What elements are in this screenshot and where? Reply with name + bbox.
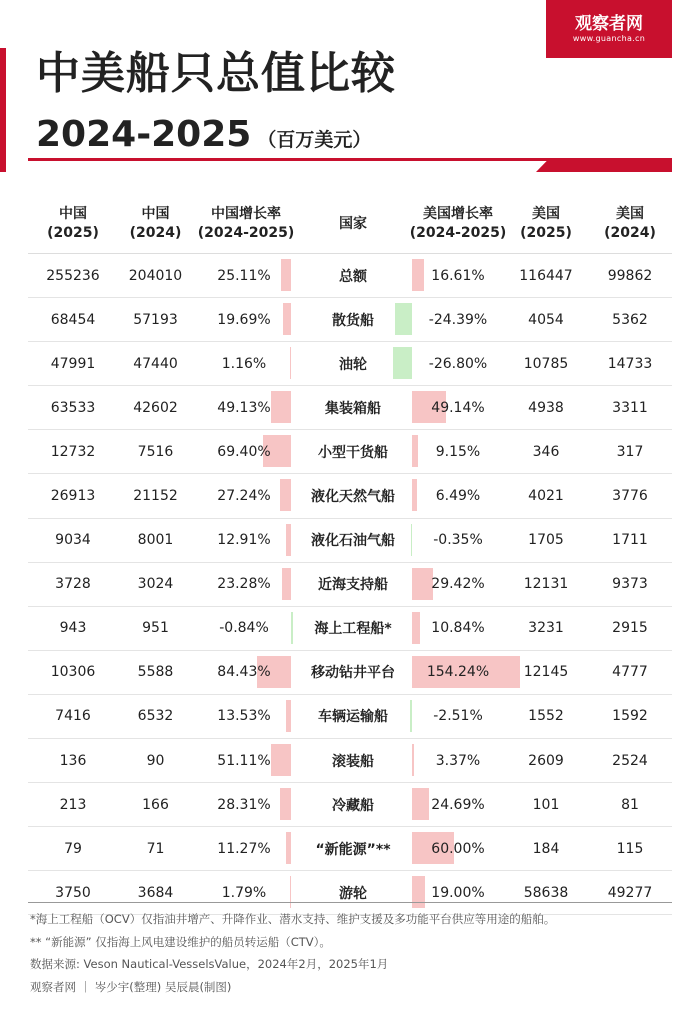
cell-country: 总额 — [339, 268, 367, 285]
title-divider-wedge — [536, 158, 672, 172]
us-growth-bar — [410, 700, 412, 732]
cell-cn2025: 3728 — [55, 576, 91, 593]
header-us2025-line1: 美国 — [532, 206, 560, 222]
header-cn2024 — [113, 195, 198, 253]
cell-us2024: 5362 — [612, 311, 648, 328]
cell-country: 集装箱船 — [325, 400, 381, 417]
cell-cn2025: 136 — [59, 752, 87, 769]
cell-cn2024: 21152 — [133, 487, 178, 504]
cell-cn-growth: 1.16% — [221, 355, 267, 372]
cell-us-growth: 19.00% — [431, 884, 485, 901]
cell-us2024: 2524 — [612, 752, 648, 769]
cell-country: 液化天然气船 — [311, 488, 395, 505]
cell-us2025: 101 — [532, 796, 560, 813]
cell-us-growth: -2.51% — [433, 708, 483, 725]
table-body — [28, 254, 672, 915]
table-row — [28, 651, 672, 695]
footnote-ocv: *海上工程船（OCV）仅指油井增产、升降作业、潜水支持、维护支援及多功能平台供应等用途的船舶。 — [30, 912, 556, 926]
header-cn2025-line1: 中国 — [59, 206, 87, 222]
cell-cn2024: 42602 — [133, 399, 178, 416]
header-us-growth — [408, 195, 508, 253]
table-row — [28, 519, 672, 563]
cell-us2024: 3311 — [612, 399, 648, 416]
table-row — [28, 827, 672, 871]
cell-cn2025: 79 — [64, 840, 82, 857]
cell-cn2024: 166 — [142, 796, 169, 813]
table-row — [28, 695, 672, 739]
cell-cn2024: 6532 — [137, 708, 174, 725]
cell-country: 近海支持船 — [318, 577, 388, 594]
cell-cn-growth: 23.28% — [217, 576, 271, 593]
cn-growth-bar — [291, 612, 293, 644]
cell-us2024: 1592 — [612, 708, 648, 725]
cell-cn2024: 951 — [142, 620, 169, 637]
cn-growth-bar — [290, 876, 292, 908]
us-growth-bar — [411, 524, 413, 556]
cell-cn-growth: 12.91% — [217, 532, 271, 549]
cell-cn-growth: 11.27% — [217, 840, 271, 857]
cell-us2025: 3231 — [528, 620, 564, 637]
header-us2025-line2: (2025) — [520, 225, 572, 241]
cn-growth-bar — [290, 347, 292, 379]
cell-us2025: 4054 — [528, 311, 564, 328]
cell-us2025: 184 — [532, 840, 560, 857]
data-source: 数据来源: Veson Nautical-VesselsValue，2024年2月，2025年1月 — [30, 957, 389, 971]
cell-cn-growth: 49.13% — [217, 399, 271, 416]
cell-us2024: 99862 — [607, 267, 653, 284]
cell-cn2024: 57193 — [133, 311, 178, 328]
cell-us2024: 4777 — [612, 664, 648, 681]
cell-cn-growth: 19.69% — [217, 311, 271, 328]
cell-us2024: 2915 — [612, 620, 648, 637]
cell-cn2025: 943 — [59, 620, 87, 637]
cell-cn2025: 26913 — [50, 487, 96, 504]
cell-country: 移动钻井平台 — [311, 665, 395, 682]
cell-cn2025: 213 — [59, 796, 87, 813]
header-country — [294, 195, 412, 253]
cell-us2024: 81 — [621, 796, 639, 813]
cell-country: 散货船 — [332, 312, 374, 329]
header-us-growth-line1: 美国增长率 — [423, 206, 493, 222]
cell-cn2024: 8001 — [137, 532, 174, 549]
us-growth-bar — [412, 744, 414, 776]
cell-country: 油轮 — [339, 356, 367, 373]
cell-cn2024: 3684 — [137, 884, 174, 901]
cn-growth-bar — [286, 832, 291, 864]
subtitle-years: 2024-2025 — [36, 114, 252, 155]
cell-country: 冷藏船 — [332, 797, 374, 814]
cell-cn2025: 47991 — [50, 355, 96, 372]
footnotes — [30, 908, 555, 998]
cell-cn2024: 90 — [146, 752, 165, 769]
cell-cn2024: 47440 — [133, 355, 178, 372]
cell-us2025: 10785 — [523, 355, 569, 372]
cell-country: 小型干货船 — [318, 444, 388, 461]
header-cn-growth-line1: 中国增长率 — [211, 206, 281, 222]
cell-cn2024: 7516 — [137, 443, 174, 460]
cell-cn2025: 9034 — [55, 532, 91, 549]
cell-country: 液化石油气船 — [311, 533, 395, 550]
cell-us2025: 58638 — [523, 884, 569, 901]
table-header — [28, 195, 672, 254]
cell-cn-growth: 69.40% — [217, 443, 271, 460]
cell-us2025: 2609 — [528, 752, 564, 769]
cell-cn-growth: -0.84% — [219, 620, 269, 637]
table-row — [28, 386, 672, 430]
cell-us2025: 12131 — [523, 576, 569, 593]
cell-country: 海上工程船* — [314, 621, 392, 638]
cell-cn2025: 3750 — [55, 884, 91, 901]
table-row — [28, 607, 672, 651]
accent-bar-left — [0, 48, 6, 172]
cell-country: 滚装船 — [332, 753, 374, 770]
comparison-table — [28, 195, 672, 915]
cell-us2024: 14733 — [607, 355, 653, 372]
cell-cn-growth: 27.24% — [217, 487, 271, 504]
cell-us-growth: 24.69% — [431, 796, 485, 813]
header-cn2025-line2: (2025) — [47, 225, 99, 241]
cell-us-growth: 6.49% — [435, 487, 481, 504]
us-growth-bar — [393, 347, 412, 379]
cell-us2024: 9373 — [612, 576, 648, 593]
header-cn-growth — [196, 195, 296, 253]
logo-name: 观察者网 — [575, 14, 643, 34]
page-subtitle — [36, 112, 371, 164]
header-cn-growth-line2: (2024-2025) — [197, 225, 295, 241]
table-row — [28, 739, 672, 783]
cell-us2024: 3776 — [612, 487, 648, 504]
table-row — [28, 563, 672, 607]
cell-us2024: 49277 — [607, 884, 653, 901]
cell-us-growth: 60.00% — [431, 840, 485, 857]
cell-us-growth: 3.37% — [435, 752, 481, 769]
cell-cn2025: 7416 — [55, 708, 91, 725]
cell-us2024: 115 — [616, 840, 644, 857]
page-title: 中美船只总值比较 — [36, 48, 396, 99]
footer-divider — [28, 902, 672, 903]
cell-country: “新能源”** — [315, 841, 391, 858]
footnote-new-energy: ** “新能源” 仅指海上风电建设维护的船员转运船（CTV）。 — [30, 934, 331, 949]
logo-url: www.guancha.cn — [572, 34, 646, 43]
header-us2024-line1: 美国 — [616, 206, 644, 222]
cell-cn-growth: 25.11% — [217, 267, 271, 284]
table-row — [28, 430, 672, 474]
cell-us-growth: -26.80% — [428, 355, 488, 372]
cell-us2025: 346 — [532, 443, 560, 460]
cn-growth-bar — [286, 524, 291, 556]
cell-country: 车辆运输船 — [318, 709, 388, 726]
cell-us2024: 1711 — [612, 532, 648, 549]
cell-us-growth: 10.84% — [431, 620, 485, 637]
cell-us2025: 116447 — [519, 267, 573, 284]
cell-us-growth: 29.42% — [431, 576, 485, 593]
cell-us2025: 12145 — [523, 664, 569, 681]
table-row — [28, 342, 672, 386]
table-row — [28, 783, 672, 827]
cell-cn2025: 63533 — [50, 399, 96, 416]
cell-us2025: 1552 — [528, 708, 564, 725]
cell-us-growth: -0.35% — [433, 532, 483, 549]
credits: 观察者网 ｜ 岑少宇(整理) 吴辰晨(制图) — [30, 979, 232, 994]
table-row — [28, 298, 672, 342]
cell-us2025: 4021 — [528, 487, 564, 504]
cell-cn-growth: 84.43% — [217, 664, 271, 681]
cell-cn2025: 12732 — [50, 443, 96, 460]
us-growth-bar — [395, 303, 412, 335]
cell-us2025: 4938 — [528, 399, 564, 416]
cell-us2024: 317 — [616, 443, 644, 460]
us-growth-bar — [412, 479, 417, 511]
cell-cn2024: 204010 — [128, 267, 183, 284]
cell-us-growth: 9.15% — [435, 443, 481, 460]
cn-growth-bar — [283, 303, 291, 335]
header-us2024 — [588, 195, 672, 253]
cell-cn2025: 255236 — [46, 267, 100, 284]
cell-us-growth: -24.39% — [428, 311, 488, 328]
cell-cn-growth: 13.53% — [217, 708, 271, 725]
guancha-logo — [546, 0, 672, 58]
cn-growth-bar — [286, 700, 291, 732]
header-cn2024-line2: (2024) — [129, 225, 182, 241]
cell-cn-growth: 51.11% — [217, 752, 271, 769]
subtitle-unit: （百万美元） — [257, 129, 372, 151]
cell-us-growth: 49.14% — [431, 399, 485, 416]
header-country-label: 国家 — [339, 215, 367, 232]
cell-cn2025: 10306 — [50, 664, 96, 681]
table-row — [28, 254, 672, 298]
cell-cn2024: 5588 — [137, 664, 174, 681]
table-row — [28, 474, 672, 518]
cell-country: 游轮 — [339, 885, 367, 902]
cell-cn2024: 3024 — [137, 576, 174, 593]
cell-cn-growth: 1.79% — [221, 884, 267, 901]
header-us2024-line2: (2024) — [604, 225, 656, 241]
header-cn2025 — [28, 195, 118, 253]
cell-cn-growth: 28.31% — [217, 796, 271, 813]
header-cn2024-line1: 中国 — [141, 206, 170, 222]
cell-us2025: 1705 — [528, 532, 564, 549]
cell-cn2025: 68454 — [50, 311, 96, 328]
header-us2025 — [506, 195, 586, 253]
cell-us-growth: 154.24% — [426, 664, 490, 681]
header-us-growth-line2: (2024-2025) — [409, 225, 507, 241]
cell-cn2024: 71 — [146, 840, 165, 857]
cell-us-growth: 16.61% — [431, 267, 485, 284]
